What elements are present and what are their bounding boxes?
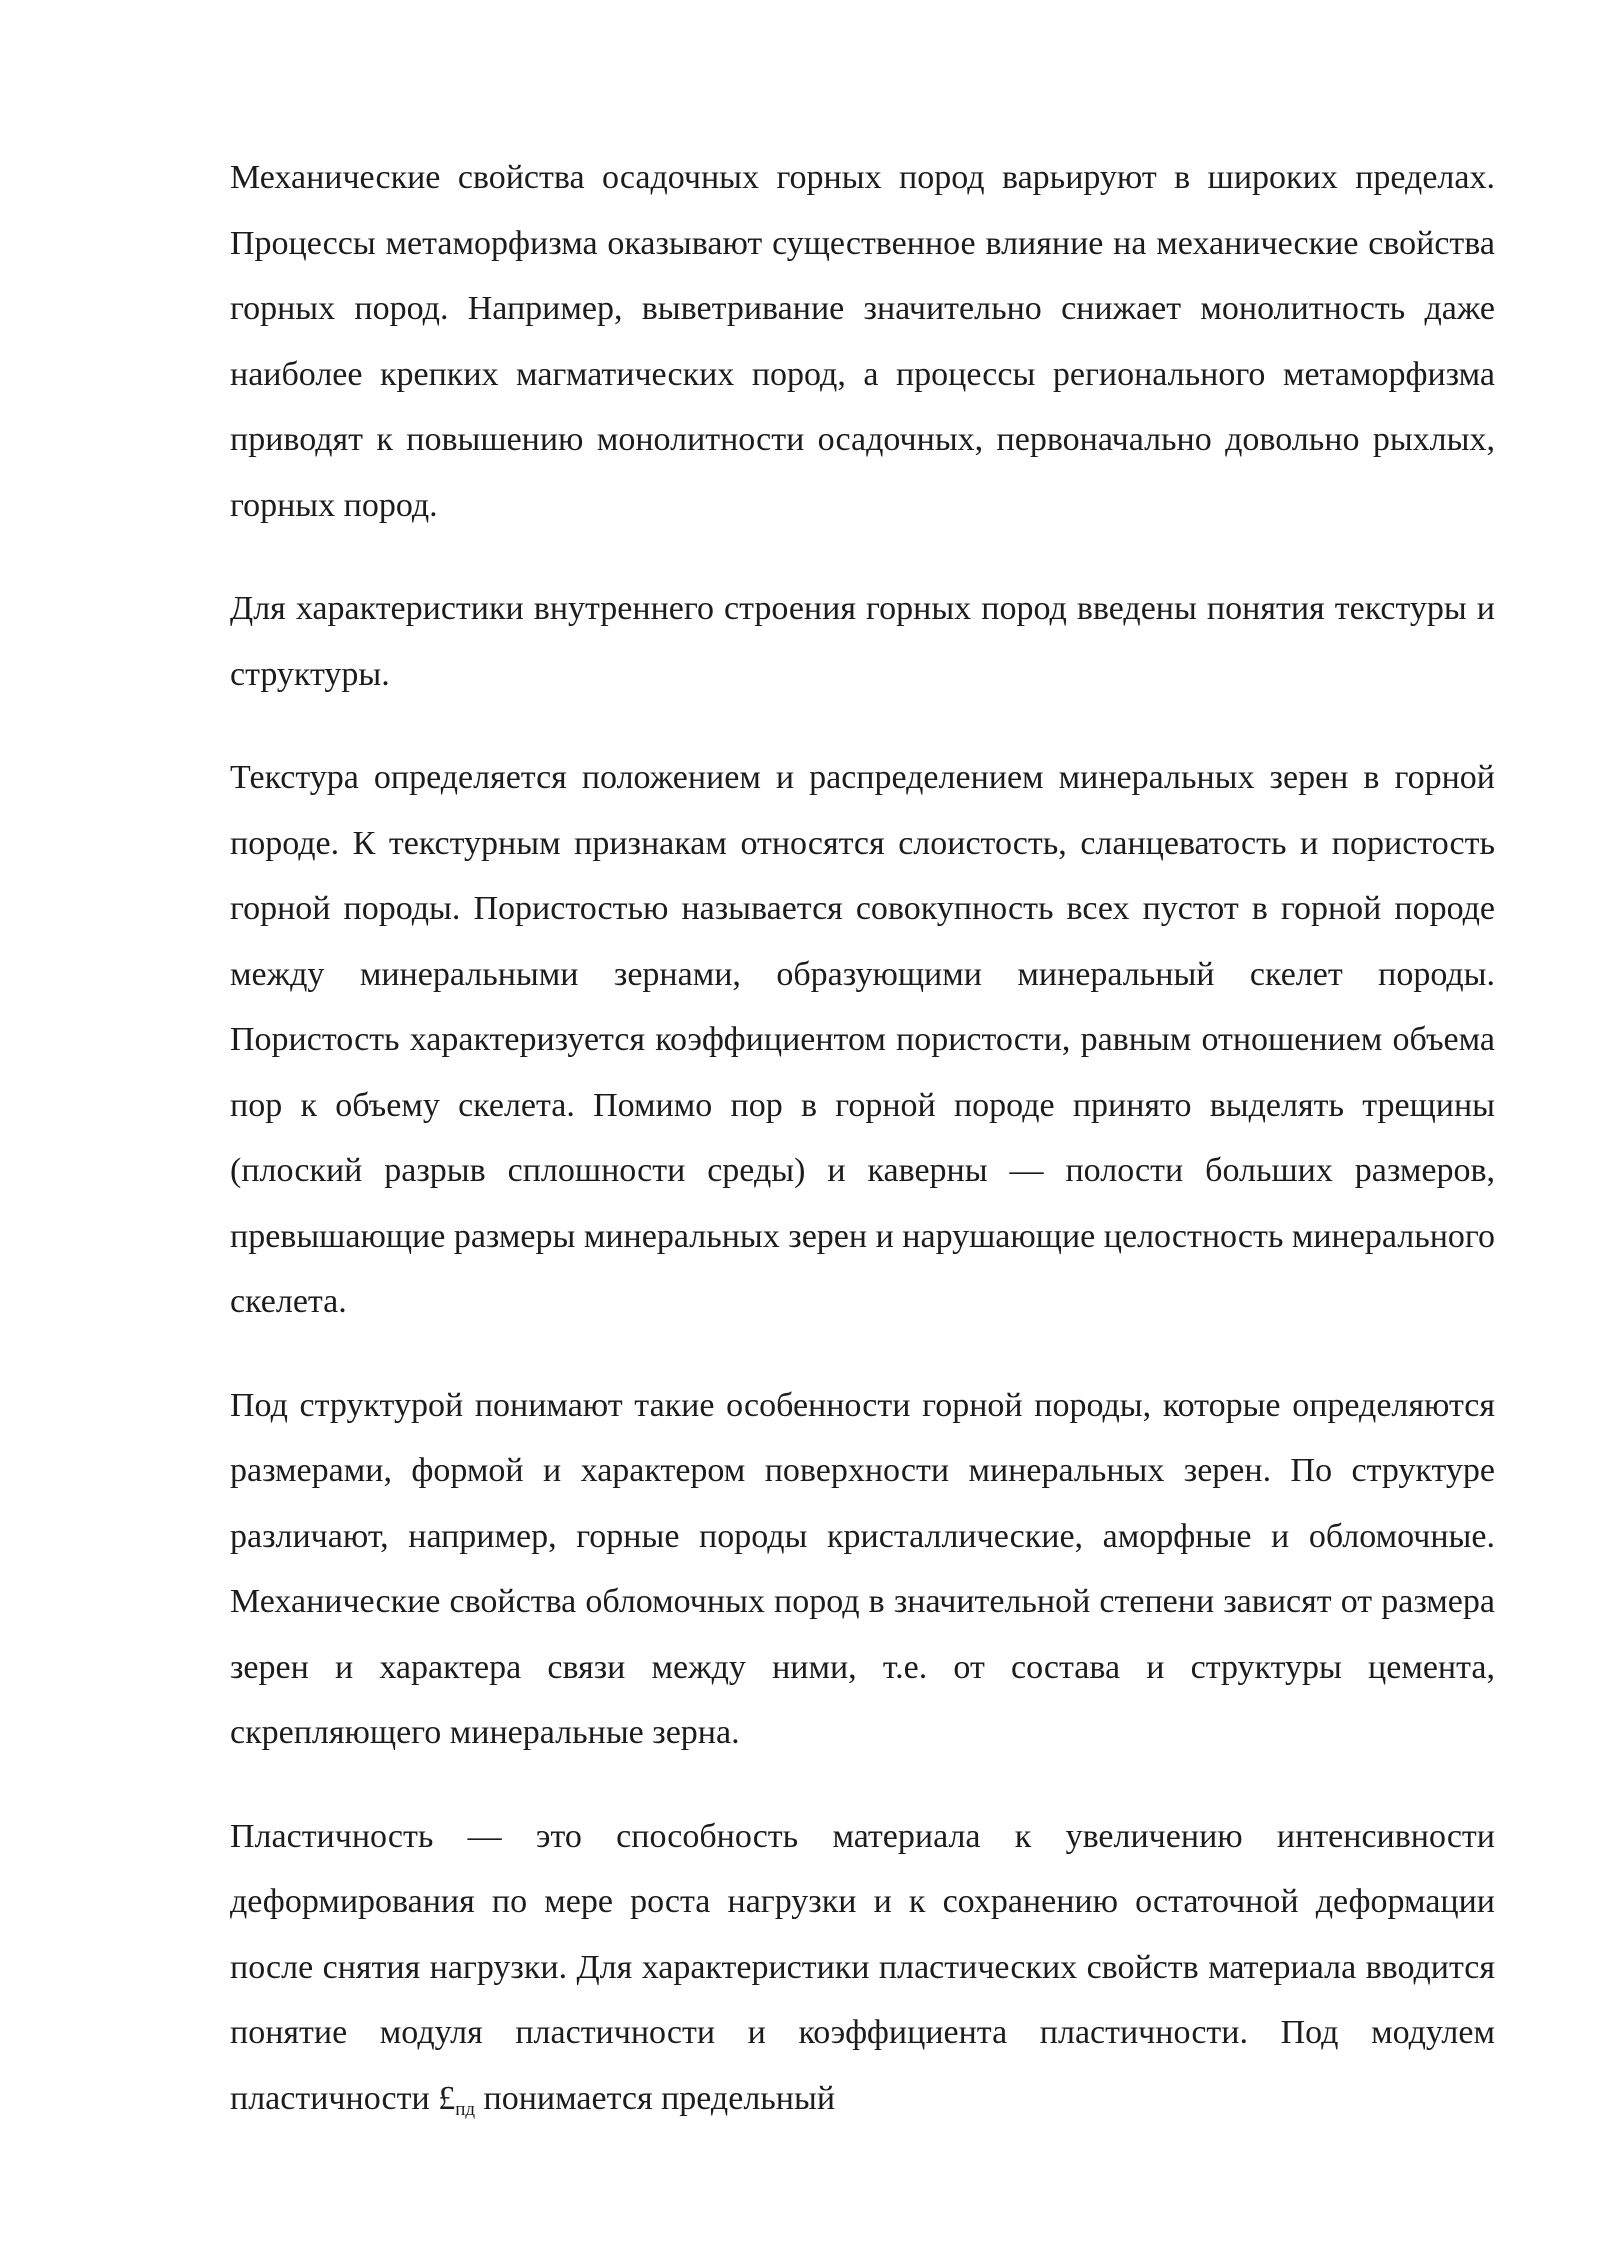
plasticity-text-continued: понимается предельный [483, 2079, 836, 2117]
paragraph-plasticity [230, 1804, 1495, 2132]
document-body [230, 145, 1495, 2169]
plasticity-modulus-symbol [438, 2079, 476, 2120]
paragraph-texture-structure-intro: Для характеристики внутреннего строения горных пород введены понятия текстуры и структуры. [230, 590, 1495, 693]
paragraph-structure: Под структурой понимают такие особенности горной породы, которые определяются размерами, формой и характером поверхности минеральных зерен. По структуре различают, например, горные породы кристаллические, аморфные и обломочные. Механические свойства обломочных пород в значительной степени зависят от размера зерен и характера связи между ними, т.е. от состава и структуры цемента, скрепляющего минеральные зерна. [230, 1386, 1495, 1751]
modulus-symbol-letter: £ [438, 2079, 456, 2117]
paragraph-mechanical-properties: Механические свойства осадочных горных пород варьируют в широких пределах. Процессы метаморфизма оказывают существенное влияние на механические свойства горных пород. Например, выветривание значительно снижает монолитность даже наиболее крепких магматических пород, а процессы регионального метаморфизма приводят к повышению монолитности осадочных, первоначально довольно рыхлых, горных пород. [230, 159, 1495, 524]
plasticity-text: Пластичность — это способность материала к увеличению интенсивности деформирования по мере роста нагрузки и к сохранению остаточной деформации после снятия нагрузки. Для характеристики пластических свойств материала вводится понятие модуля пластичности и коэффициента пластичности. Под модулем пластичности [230, 1817, 1495, 2117]
modulus-symbol-subscript: пд [455, 2098, 476, 2120]
paragraph-texture: Текстура определяется положением и распределением минеральных зерен в горной породе. К текстурным признакам относятся слоистость, сланцеватость и пористость горной породы. Пористостью называется совокупность всех пустот в горной породе между минеральными зернами, образующими минеральный скелет породы. Пористость характеризуется коэффициентом пористости, равным отношением объема пор к объему скелета. Помимо пор в горной породе принято выделять трещины (плоский разрыв сплошности среды) и каверны — полости больших размеров, превышающие размеры минеральных зерен и нарушающие целостность минерального скелета. [230, 759, 1495, 1320]
